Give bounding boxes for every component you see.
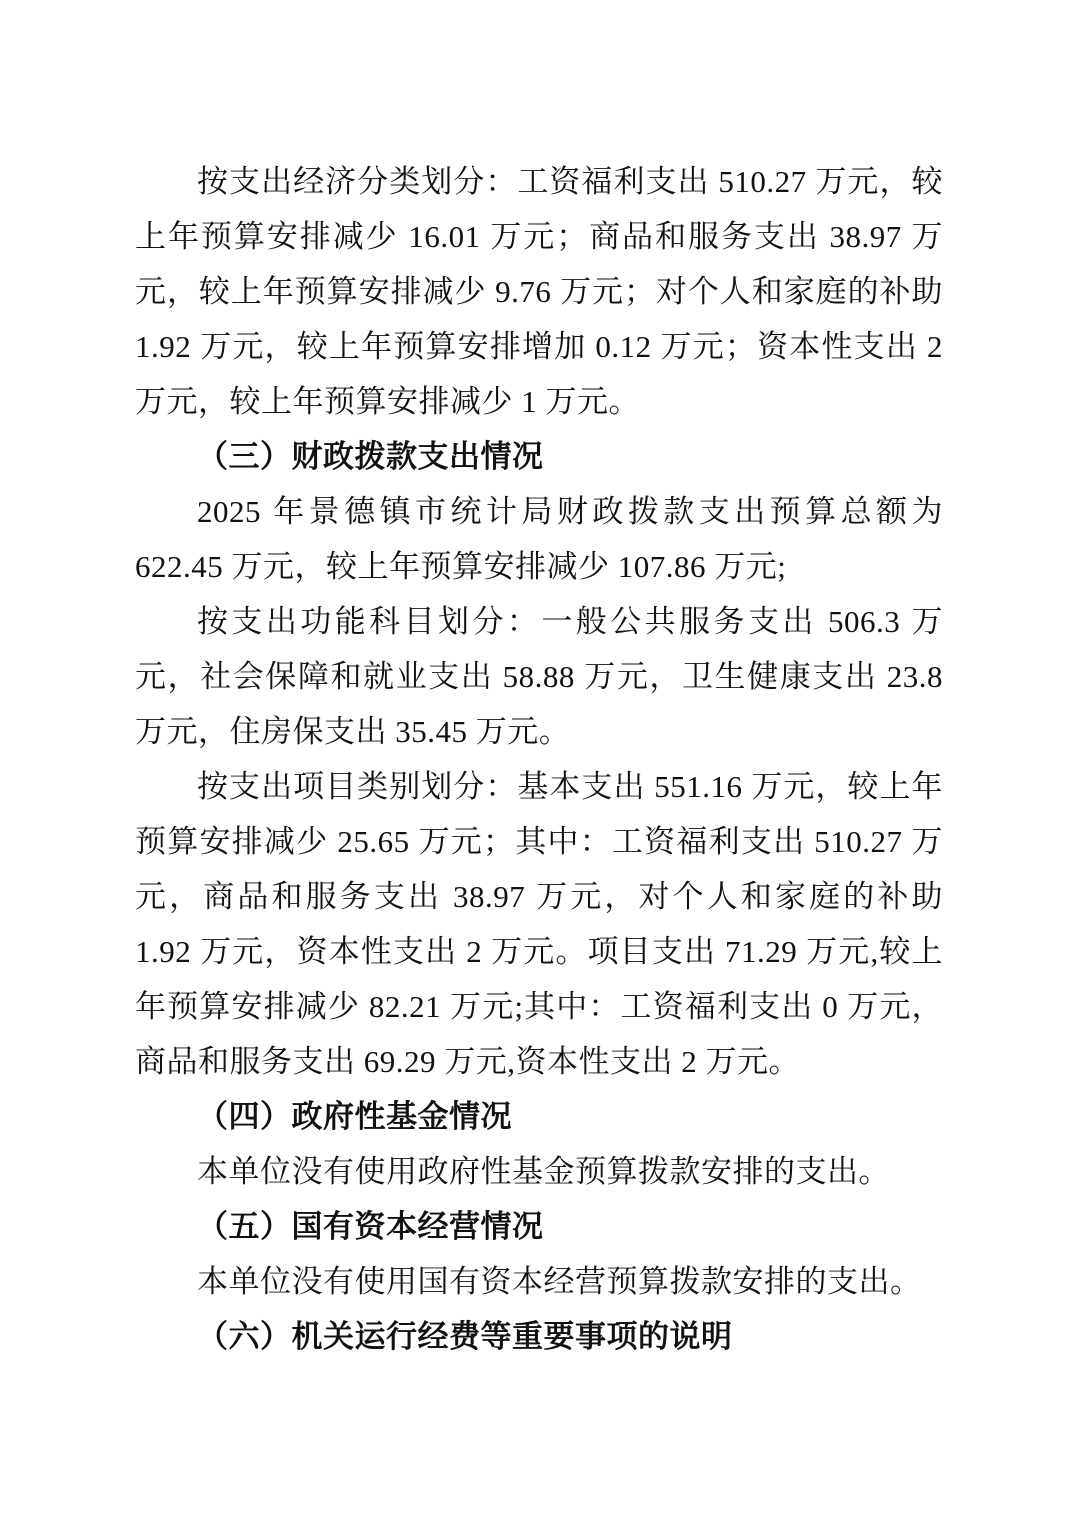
para-state-owned-capital-statement: 本单位没有使用国有资本经营预算拨款安排的支出。 <box>197 1264 922 1299</box>
heading-section-6-agency-operating-expenses-notes: （六）机关运行经费等重要事项的说明 <box>197 1319 733 1354</box>
para-fiscal-appropriation-total: 2025 年景德镇市统计局财政拨款支出预算总额为 622.45 万元，较上年预算安排减少 107.86 万元; <box>135 494 943 584</box>
para-expense-by-project-type: 按支出项目类别划分：基本支出 551.16 万元，较上年预算安排减少 25.65 万元；其中：工资福利支出 510.27 万元，商品和服务支出 38.97 万元，对个人和家庭的补助 1.92 万元，资本性支出 2 万元。项目支出 71.29 万元,较上年预算安排减少 82.21 万元;其中：工资福利支出 0 万元，商品和服务支出 69.29 万元,资本性支出 2 万元。 <box>135 769 943 1079</box>
document-content <box>135 154 943 1364</box>
heading-section-4-government-funds: （四）政府性基金情况 <box>197 1099 512 1134</box>
heading-section-3-fiscal-appropriation-expenditure: （三）财政拨款支出情况 <box>197 439 544 474</box>
para-expense-by-economic-classification: 按支出经济分类划分：工资福利支出 510.27 万元，较上年预算安排减少 16.01 万元；商品和服务支出 38.97 万元，较上年预算安排减少 9.76 万元；对个人和家庭的补助 1.92 万元，较上年预算安排增加 0.12 万元；资本性支出 2 万元，较上年预算安排减少 1 万元。 <box>135 164 943 419</box>
para-government-funds-statement: 本单位没有使用政府性基金预算拨款安排的支出。 <box>197 1154 890 1189</box>
para-expense-by-functional-category: 按支出功能科目划分：一般公共服务支出 506.3 万元，社会保障和就业支出 58.88 万元，卫生健康支出 23.8 万元，住房保支出 35.45 万元。 <box>135 604 943 749</box>
heading-section-5-state-owned-capital-operation: （五）国有资本经营情况 <box>197 1209 544 1244</box>
